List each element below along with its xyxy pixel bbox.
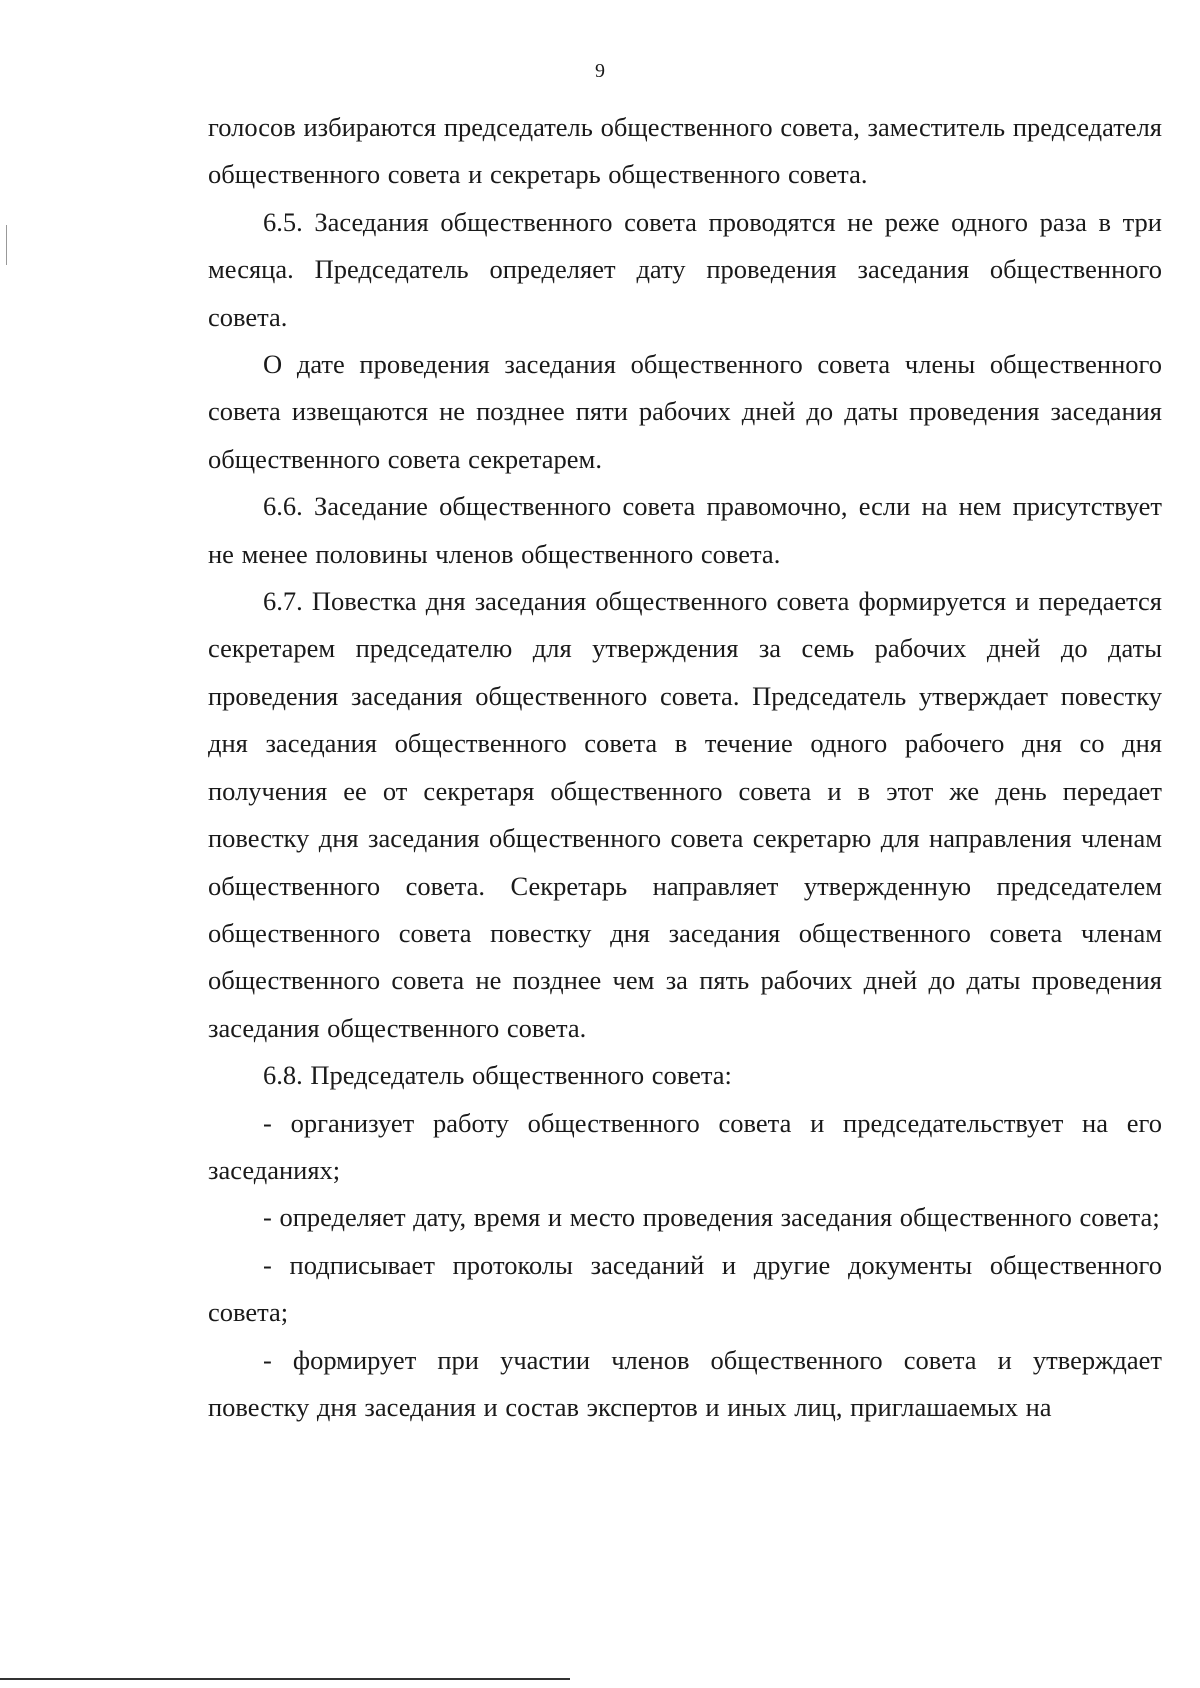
paragraph-6-6: 6.6. Заседание общественного совета правомочно, если на нем присутствует не менее половины членов общественного совета.	[208, 491, 1162, 569]
list-item-determines: - определяет дату, время и место проведения заседания общественного совета;	[263, 1202, 1160, 1233]
list-item-signs: - подписывает протоколы заседаний и другие документы общественного совета;	[208, 1249, 1162, 1328]
page-number: 9	[595, 60, 605, 82]
paragraph-6-7: 6.7. Повестка дня заседания общественного совета формируется и передается секретарем председателю для утверждения за семь рабочих дней до даты проведения заседания общественного совета. Председатель утверждает повестку дня заседания общественного совета в течение одного рабочего дня со дня получения ее от секретаря общественного совета и в этот же день передает повестку дня заседания общественного совета секретарю для направления членам общественного совета. Секретарь направляет утвержденную председателем общественного совета повестку дня заседания общественного совета членам общественного совета не позднее чем за пять рабочих дней до даты проведения заседания общественного совета.	[208, 586, 1162, 1043]
body-text	[208, 104, 1162, 1431]
paragraph-6-5: 6.5. Заседания общественного совета проводятся не реже одного раза в три месяца. Председатель определяет дату проведения заседания общественного совета.	[208, 206, 1162, 332]
scan-artifact-mark	[6, 225, 7, 265]
list-item-organizes: - организует работу общественного совета и председательствует на его заседаниях;	[208, 1107, 1162, 1185]
scan-artifact-line	[0, 1678, 570, 1680]
paragraph-notification: О дате проведения заседания общественного совета члены общественного совета извещаются не позднее пяти рабочих дней до даты проведения заседания общественного совета секретарем.	[208, 349, 1162, 474]
paragraph-6-8: 6.8. Председатель общественного совета:	[263, 1060, 732, 1091]
paragraph-continuation: голосов избираются председатель общественного совета, заместитель председателя общественного совета и секретарь общественного совета.	[208, 112, 1162, 190]
list-item-forms: - формирует при участии членов общественного совета и утверждает повестку дня заседания и состав экспертов и иных лиц, приглашаемых на	[208, 1344, 1162, 1422]
